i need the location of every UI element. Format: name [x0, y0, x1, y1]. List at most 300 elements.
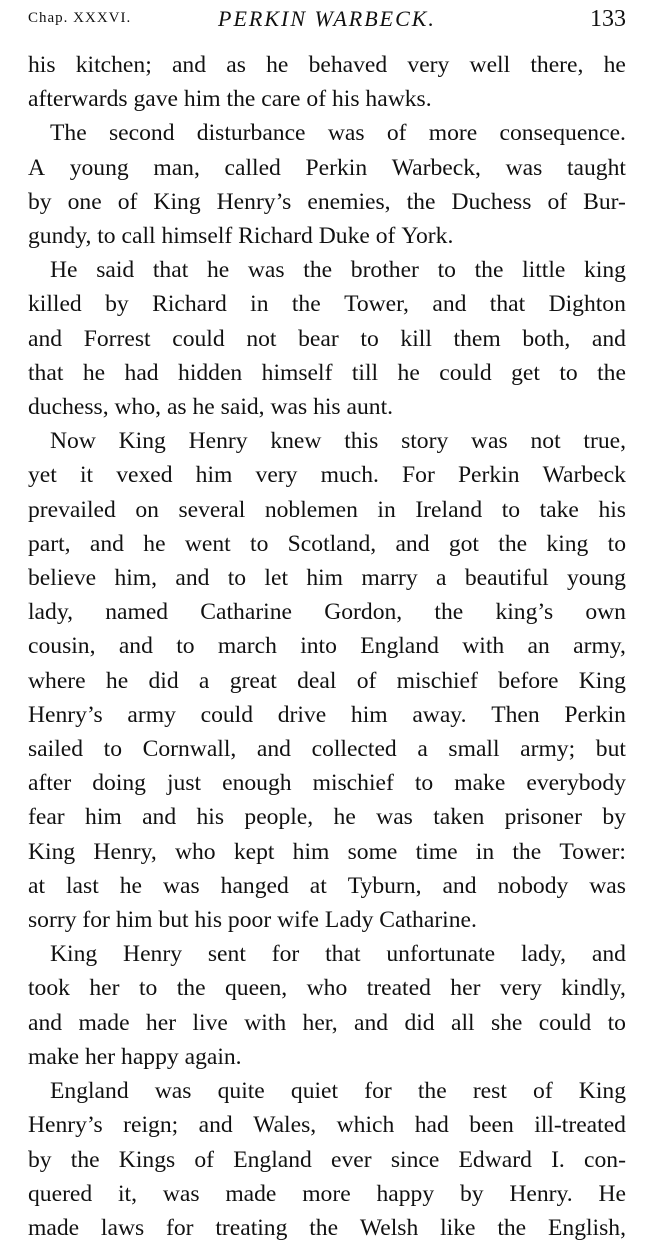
word: knew — [270, 428, 322, 455]
word: for — [271, 941, 300, 968]
word: England — [233, 1146, 312, 1173]
word: the — [497, 1214, 527, 1241]
word: away. — [412, 701, 467, 728]
word: by — [602, 804, 626, 831]
word: to — [176, 633, 195, 660]
word: was — [154, 1078, 192, 1105]
word: part, — [28, 530, 71, 557]
word: king’s — [495, 599, 554, 626]
word: his — [331, 86, 366, 113]
word: and — [28, 1009, 63, 1036]
word: make — [28, 1043, 85, 1070]
text-line — [28, 356, 626, 390]
word: Warbeck, — [391, 154, 481, 181]
word: sailed — [28, 736, 84, 763]
word: afterwards — [28, 86, 134, 113]
word: doing — [92, 770, 146, 797]
word: treating — [215, 1214, 288, 1241]
word: ill-treated — [534, 1112, 626, 1139]
text-line — [28, 869, 626, 903]
word: taken — [433, 804, 485, 831]
word: the — [474, 257, 504, 284]
text-line — [28, 1006, 626, 1040]
word: with — [244, 1009, 287, 1036]
word: both, — [522, 325, 571, 352]
running-header — [28, 6, 626, 36]
word: and — [354, 1009, 389, 1036]
word: one — [67, 188, 102, 215]
word: happy — [376, 1180, 435, 1207]
word: cousin, — [28, 633, 96, 660]
word: him — [183, 86, 227, 113]
word: of — [547, 188, 568, 215]
text-line — [28, 458, 626, 492]
word: was — [162, 872, 200, 899]
text-line — [28, 835, 626, 869]
word: reign; — [123, 1112, 179, 1139]
word: her — [145, 1009, 177, 1036]
word: I. — [551, 1146, 565, 1173]
word: and — [118, 633, 153, 660]
word: beautiful — [464, 565, 549, 592]
word: her — [89, 975, 120, 1002]
word: Perkin — [457, 462, 520, 489]
word: happy — [121, 1043, 185, 1070]
word: to — [501, 496, 521, 523]
word: kept — [233, 838, 275, 865]
word: he — [105, 667, 129, 694]
word: called — [224, 154, 281, 181]
word: England — [50, 1078, 129, 1105]
word: king — [584, 257, 626, 284]
word: Tower: — [559, 838, 626, 865]
text-line — [28, 1211, 626, 1245]
text-line — [28, 971, 626, 1005]
word: was — [247, 257, 285, 284]
word: fear — [28, 804, 65, 831]
text-line — [28, 527, 626, 561]
word: second — [108, 120, 175, 147]
word: Now — [50, 428, 96, 455]
word: prisoner — [504, 804, 582, 831]
word: with — [462, 633, 505, 660]
word: and — [442, 872, 477, 899]
word: Edward — [458, 1146, 532, 1173]
word: her, — [302, 1009, 338, 1036]
word: the — [406, 188, 436, 215]
word: where — [28, 667, 86, 694]
word: let — [264, 565, 289, 592]
word: for — [364, 1078, 392, 1105]
word: named — [105, 599, 169, 626]
word: deal — [297, 667, 337, 694]
word: Henry’s — [28, 701, 103, 728]
word: hidden — [178, 359, 243, 386]
word: in — [377, 496, 396, 523]
word: York. — [401, 223, 454, 250]
word: was — [327, 120, 365, 147]
page-number: 133 — [590, 6, 626, 32]
text-line — [28, 595, 626, 629]
word: she — [490, 1009, 523, 1036]
word: Richard — [238, 223, 319, 250]
text-line — [28, 903, 626, 937]
word: it, — [118, 1180, 138, 1207]
word: small — [448, 736, 500, 763]
text-line — [28, 766, 626, 800]
word: not — [246, 325, 277, 352]
word: England — [360, 633, 439, 660]
word: Richard — [152, 291, 227, 318]
word: believe — [28, 565, 97, 592]
word: Cornwall, — [142, 736, 237, 763]
word: again. — [184, 1043, 242, 1070]
word: everybody — [526, 770, 626, 797]
word: all — [450, 1009, 475, 1036]
word: could — [538, 1009, 592, 1036]
text-line — [28, 664, 626, 698]
text-line — [28, 151, 626, 185]
word: this — [344, 428, 379, 455]
word: Tyburn, — [347, 872, 422, 899]
word: very — [407, 52, 450, 78]
word: the — [176, 975, 206, 1002]
word: Duchess — [451, 188, 532, 215]
word: of — [533, 1078, 553, 1105]
word: him — [306, 565, 344, 592]
word: very — [499, 975, 542, 1002]
text-line — [28, 253, 626, 287]
word: little — [522, 257, 566, 284]
word: lady, — [28, 599, 73, 626]
word: his — [196, 804, 225, 831]
word: her — [450, 975, 481, 1002]
word: to — [103, 736, 122, 763]
word: that — [28, 359, 64, 386]
word: a — [198, 667, 210, 694]
word: Perkin — [564, 701, 626, 728]
word: at — [28, 872, 46, 899]
word: in — [250, 291, 269, 318]
text-line — [28, 493, 626, 527]
word: King — [578, 1078, 626, 1105]
word: kitchen; — [75, 52, 152, 78]
word: got — [448, 530, 479, 557]
word: true, — [583, 428, 626, 455]
word: been — [469, 1112, 514, 1139]
word: him — [292, 838, 330, 865]
word: there, — [530, 52, 584, 78]
word: get — [511, 359, 540, 386]
word: at — [309, 872, 327, 899]
word: of — [375, 223, 402, 250]
word: could — [439, 359, 492, 386]
word: which — [336, 1112, 395, 1139]
word: and — [198, 1112, 233, 1139]
word: he — [397, 359, 420, 386]
word: Dighton — [548, 291, 626, 318]
word: Scotland, — [287, 530, 377, 557]
word: him — [115, 907, 159, 934]
word: his — [194, 907, 228, 934]
word: army — [127, 701, 176, 728]
word: since — [390, 1146, 440, 1173]
word: care — [261, 86, 307, 113]
word: great — [229, 667, 277, 694]
text-line — [28, 629, 626, 663]
word: his — [313, 394, 347, 421]
word: him, — [114, 565, 158, 592]
word: mischief — [396, 667, 478, 694]
word: Welsh — [359, 1214, 419, 1241]
word: himself — [261, 359, 333, 386]
word: the — [512, 838, 542, 865]
text-line — [28, 1108, 626, 1142]
word: to — [360, 325, 379, 352]
word: much. — [320, 462, 379, 489]
word: English, — [547, 1214, 626, 1241]
word: Henry’s — [216, 188, 292, 215]
word: by — [105, 291, 129, 318]
word: a — [417, 736, 428, 763]
word: after — [28, 770, 72, 797]
text-line — [28, 800, 626, 834]
word: for — [166, 1214, 194, 1241]
word: rest — [472, 1078, 507, 1105]
word: king — [546, 530, 589, 557]
word: himself — [161, 223, 239, 250]
word: lady, — [521, 941, 566, 968]
word: was — [270, 394, 314, 421]
word: and — [142, 804, 177, 831]
word: did — [148, 667, 179, 694]
word: the — [291, 291, 321, 318]
text-line — [28, 1040, 626, 1074]
word: the — [498, 530, 528, 557]
word: said, — [220, 394, 271, 421]
word: very — [255, 462, 298, 489]
word: Forrest — [83, 325, 151, 352]
word: quiet — [290, 1078, 339, 1105]
word: that — [325, 941, 361, 968]
word: he — [603, 52, 626, 78]
word: as — [226, 52, 246, 78]
word: For — [402, 462, 435, 489]
word: till — [351, 359, 379, 386]
word: noblemen — [264, 496, 358, 523]
text-line — [28, 424, 626, 458]
text-line — [28, 322, 626, 356]
word: to — [437, 257, 456, 284]
word: had — [414, 1112, 449, 1139]
word: went — [184, 530, 231, 557]
word: nobody — [497, 872, 569, 899]
word: her — [85, 1043, 122, 1070]
word: taught — [566, 154, 626, 181]
word: to — [607, 1009, 626, 1036]
word: of — [386, 120, 407, 147]
word: as — [166, 394, 193, 421]
word: them — [453, 325, 501, 352]
word: he — [192, 394, 221, 421]
word: young — [566, 565, 626, 592]
word: him — [85, 804, 122, 831]
word: did — [404, 1009, 435, 1036]
word: Henry — [188, 428, 248, 455]
word: but — [595, 736, 626, 763]
word: the — [309, 1214, 339, 1241]
word: several — [178, 496, 246, 523]
word: Henry. — [509, 1180, 573, 1207]
word: con- — [584, 1146, 626, 1173]
word: drive — [277, 701, 327, 728]
word: a — [436, 565, 447, 592]
word: army; — [520, 736, 576, 763]
word: more — [428, 120, 478, 147]
word: to — [607, 530, 626, 557]
word: Tower, — [344, 291, 409, 318]
word: and — [89, 530, 124, 557]
word: young — [69, 154, 129, 181]
word: Henry — [123, 941, 183, 968]
word: that — [152, 257, 189, 284]
word: kindly, — [561, 975, 626, 1002]
word: could — [200, 701, 254, 728]
word: like — [440, 1214, 476, 1241]
word: army, — [573, 633, 626, 660]
word: King — [118, 428, 166, 455]
word: before — [498, 667, 559, 694]
word: poor — [227, 907, 278, 934]
word: made — [225, 1180, 277, 1207]
running-title: PERKIN WARBECK. — [218, 6, 436, 31]
chapter-label: Chap. XXXVI. — [28, 10, 132, 26]
word: take — [539, 496, 579, 523]
word: disturbance — [196, 120, 306, 147]
text-line — [28, 287, 626, 321]
word: consequence. — [499, 120, 626, 147]
text-line — [28, 390, 626, 424]
text-line — [28, 219, 626, 253]
word: he — [143, 530, 166, 557]
word: an — [527, 633, 550, 660]
word: to — [138, 975, 158, 1002]
word: he — [206, 257, 230, 284]
word: not — [530, 428, 561, 455]
word: the — [226, 86, 262, 113]
word: people, — [244, 804, 314, 831]
word: wife — [277, 907, 325, 934]
word: quite — [217, 1078, 265, 1105]
word: Duke — [318, 223, 376, 250]
word: of — [356, 667, 377, 694]
word: Perkin — [305, 154, 368, 181]
word: on — [135, 496, 159, 523]
word: Warbeck — [542, 462, 626, 489]
word: and — [395, 530, 430, 557]
word: to — [227, 565, 247, 592]
word: call — [121, 223, 162, 250]
word: quered — [28, 1180, 93, 1207]
word: was — [471, 428, 508, 455]
word: the — [70, 1146, 100, 1173]
word: took — [28, 975, 70, 1002]
word: own — [585, 599, 626, 626]
body-text — [28, 48, 626, 1245]
word: marry — [361, 565, 418, 592]
word: the — [417, 1078, 447, 1105]
word: Then — [491, 701, 540, 728]
word: who — [174, 838, 216, 865]
word: Henry’s — [28, 1112, 103, 1139]
word: Catharine. — [379, 907, 477, 934]
word: but — [158, 907, 195, 934]
word: by — [28, 188, 52, 215]
text-line — [28, 1143, 626, 1177]
word: Henry, — [93, 838, 157, 865]
word: King — [50, 941, 98, 968]
text-line — [28, 698, 626, 732]
word: the — [434, 599, 464, 626]
word: to — [414, 770, 434, 797]
text-line — [28, 732, 626, 766]
word: Bur- — [583, 188, 626, 215]
word: some — [347, 838, 398, 865]
word: that — [489, 291, 526, 318]
word: The — [50, 120, 87, 147]
word: unfortunate — [386, 941, 496, 968]
word: He — [50, 257, 78, 284]
word: enemies, — [307, 188, 391, 215]
word: mischief — [312, 770, 394, 797]
word: brother — [350, 257, 419, 284]
word: sorry — [28, 907, 83, 934]
word: hanged — [220, 872, 289, 899]
word: to — [559, 359, 578, 386]
word: had — [124, 359, 159, 386]
word: to — [250, 530, 269, 557]
word: the — [303, 257, 333, 284]
word: sent — [207, 941, 246, 968]
word: and — [28, 325, 63, 352]
word: said — [96, 257, 135, 284]
text-line — [28, 1177, 626, 1211]
word: to — [97, 223, 122, 250]
word: man, — [153, 154, 200, 181]
text-line — [28, 1074, 626, 1108]
word: live — [192, 1009, 228, 1036]
word: behaved — [308, 52, 388, 78]
word: his — [28, 52, 56, 78]
word: hawks. — [365, 86, 432, 113]
text-line — [28, 116, 626, 150]
word: of — [306, 86, 332, 113]
word: Catharine — [200, 599, 293, 626]
word: just — [167, 770, 202, 797]
word: make — [454, 770, 506, 797]
word: was — [505, 154, 543, 181]
word: time — [415, 838, 458, 865]
word: him — [195, 462, 233, 489]
word: kill — [400, 325, 432, 352]
word: King — [28, 838, 76, 865]
word: King — [578, 667, 626, 694]
word: He — [598, 1180, 626, 1207]
word: well — [469, 52, 511, 78]
word: Lady — [324, 907, 380, 934]
word: the — [597, 359, 626, 386]
word: and — [175, 565, 210, 592]
